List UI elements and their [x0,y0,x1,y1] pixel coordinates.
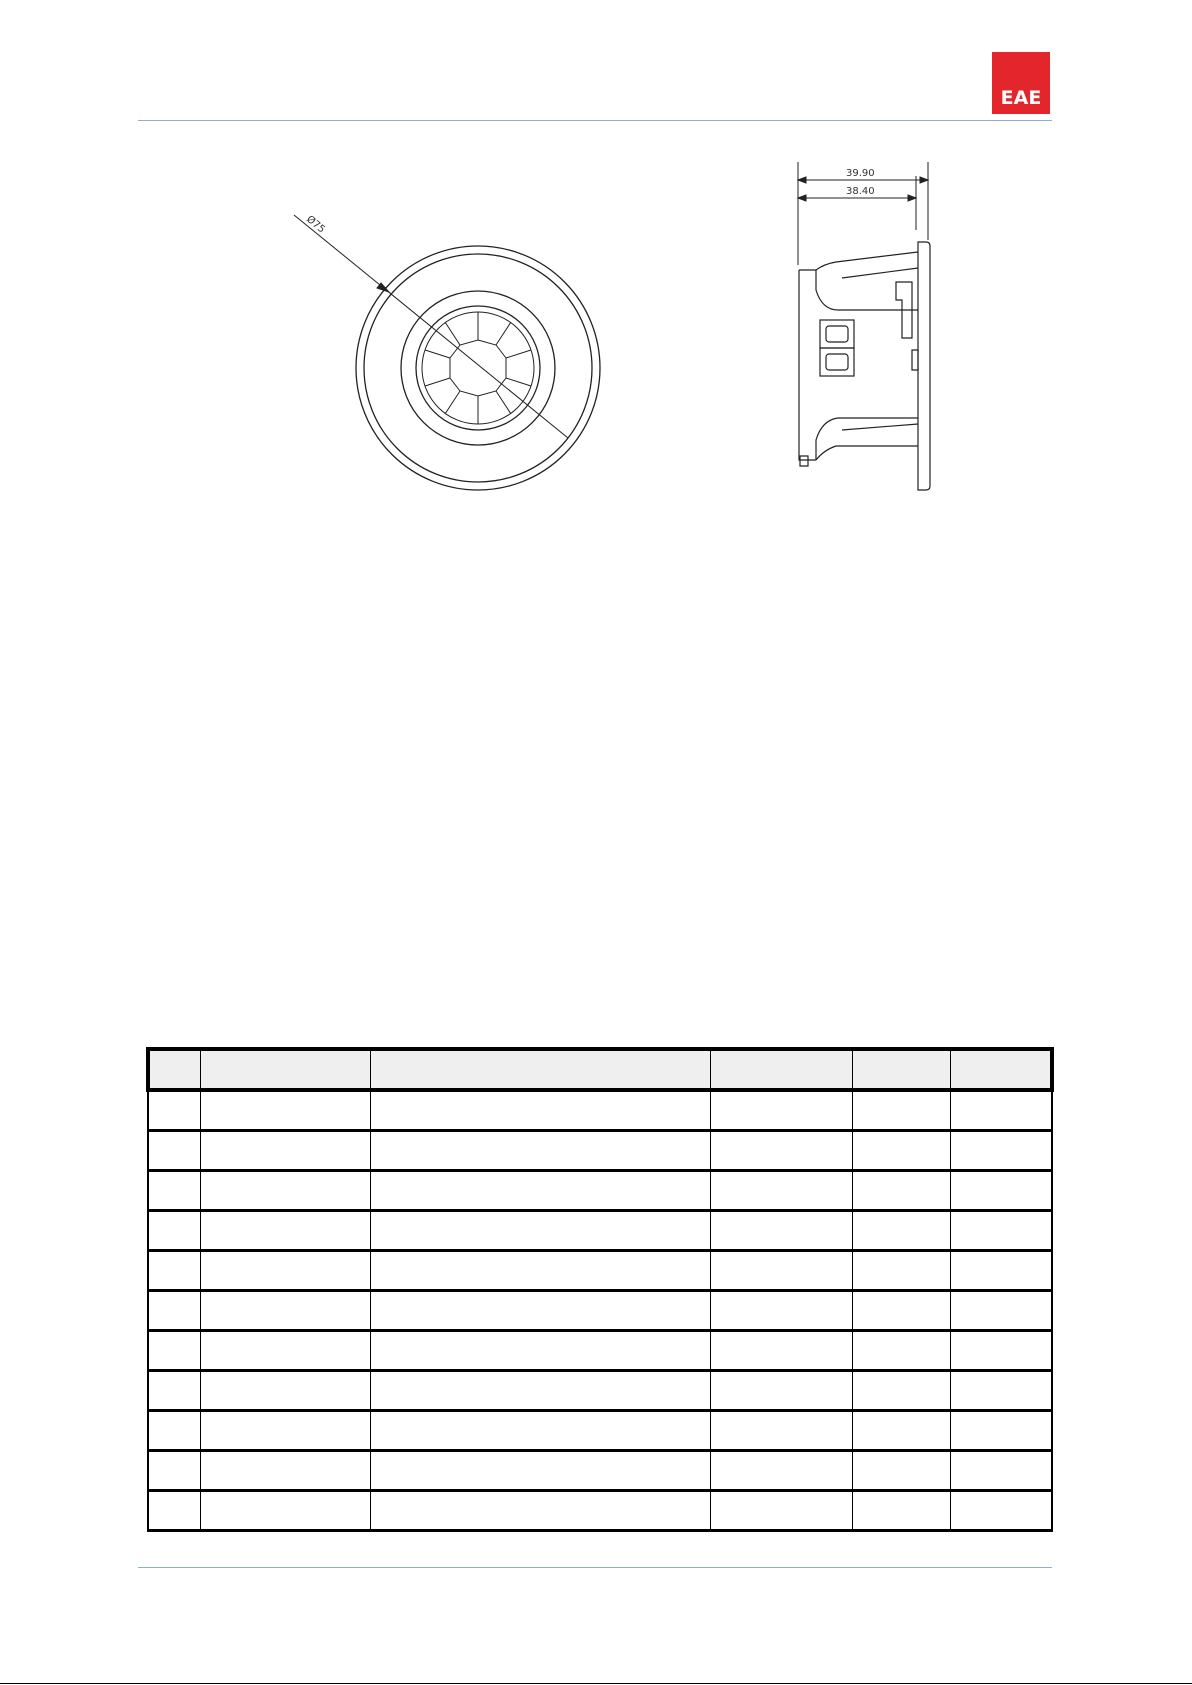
table-cell [710,1251,852,1291]
table-cell [370,1251,710,1291]
table-cell [370,1491,710,1531]
table-cell [852,1171,950,1211]
table-cell [950,1131,1052,1171]
table-cell [710,1211,852,1251]
table-cell [370,1171,710,1211]
table-cell [852,1291,950,1331]
table-cell [370,1291,710,1331]
table-cell [852,1090,950,1131]
table-cell [148,1331,200,1371]
specification-table [146,1047,1054,1532]
table-cell [200,1331,370,1371]
table-cell [148,1291,200,1331]
table-cell [148,1131,200,1171]
table-row [148,1411,1052,1451]
table-cell [710,1291,852,1331]
table-row [148,1090,1052,1131]
table-cell [950,1451,1052,1491]
column-header [200,1049,370,1090]
table-cell [370,1331,710,1371]
table-cell [852,1251,950,1291]
table-cell [950,1251,1052,1291]
table-cell [950,1371,1052,1411]
table-cell [200,1371,370,1411]
table-cell [710,1331,852,1371]
table-cell [148,1090,200,1131]
table-row [148,1291,1052,1331]
outer-ring-inner-outline [364,254,592,482]
table-row [148,1171,1052,1211]
diameter-label: Ø75 [304,213,327,236]
body-width-label: 38.40 [846,186,875,197]
footer-divider [138,1567,1052,1568]
table-cell [852,1451,950,1491]
table-cell [950,1491,1052,1531]
table-cell [852,1131,950,1171]
table-cell [148,1371,200,1411]
column-header [950,1049,1052,1090]
table-cell [950,1211,1052,1251]
table-cell [852,1411,950,1451]
lens-facet-spokes [425,312,531,424]
table-cell [370,1451,710,1491]
column-header [710,1049,852,1090]
overall-width-label: 39.90 [846,168,875,179]
table-cell [370,1411,710,1451]
logo-text: EAE [1000,87,1042,109]
table-cell [852,1371,950,1411]
table-cell [710,1171,852,1211]
front-view-drawing [280,200,620,500]
table-cell [710,1090,852,1131]
sensor-body-profile [799,242,930,490]
table-row [148,1451,1052,1491]
table-cell [148,1171,200,1211]
table-cell [200,1090,370,1131]
table-cell [370,1090,710,1131]
table-cell [710,1411,852,1451]
table-cell [148,1451,200,1491]
table-cell [200,1131,370,1171]
table-cell [200,1211,370,1251]
table-cell [148,1251,200,1291]
table-cell [148,1411,200,1451]
table-cell [370,1371,710,1411]
header-divider [138,120,1052,121]
page-bottom-edge [0,1683,1192,1684]
table-cell [200,1411,370,1451]
table-cell [148,1491,200,1531]
table-cell [710,1131,852,1171]
table-row [148,1331,1052,1371]
table-cell [950,1090,1052,1131]
table-cell [200,1171,370,1211]
table-cell [950,1331,1052,1371]
table-cell [370,1131,710,1171]
table-cell [200,1491,370,1531]
table-cell [370,1211,710,1251]
table-cell [710,1371,852,1411]
table-row [148,1251,1052,1291]
table-header-row [148,1049,1052,1090]
table-cell [710,1451,852,1491]
table-cell [200,1251,370,1291]
column-header [852,1049,950,1090]
brand-logo [992,52,1050,114]
table-cell [710,1491,852,1531]
table-cell [148,1211,200,1251]
table-row [148,1131,1052,1171]
table-cell [950,1411,1052,1451]
table-cell [950,1171,1052,1211]
table-cell [200,1291,370,1331]
table-cell [852,1211,950,1251]
table-cell [852,1331,950,1371]
table-cell [200,1451,370,1491]
column-header [370,1049,710,1090]
side-view-drawing [780,160,940,500]
table-cell [852,1491,950,1531]
column-header [148,1049,200,1090]
table-row [148,1371,1052,1411]
table-cell [950,1291,1052,1331]
table-row [148,1491,1052,1531]
outer-ring-outline [356,246,600,490]
table-row [148,1211,1052,1251]
diameter-dimension [294,215,568,438]
